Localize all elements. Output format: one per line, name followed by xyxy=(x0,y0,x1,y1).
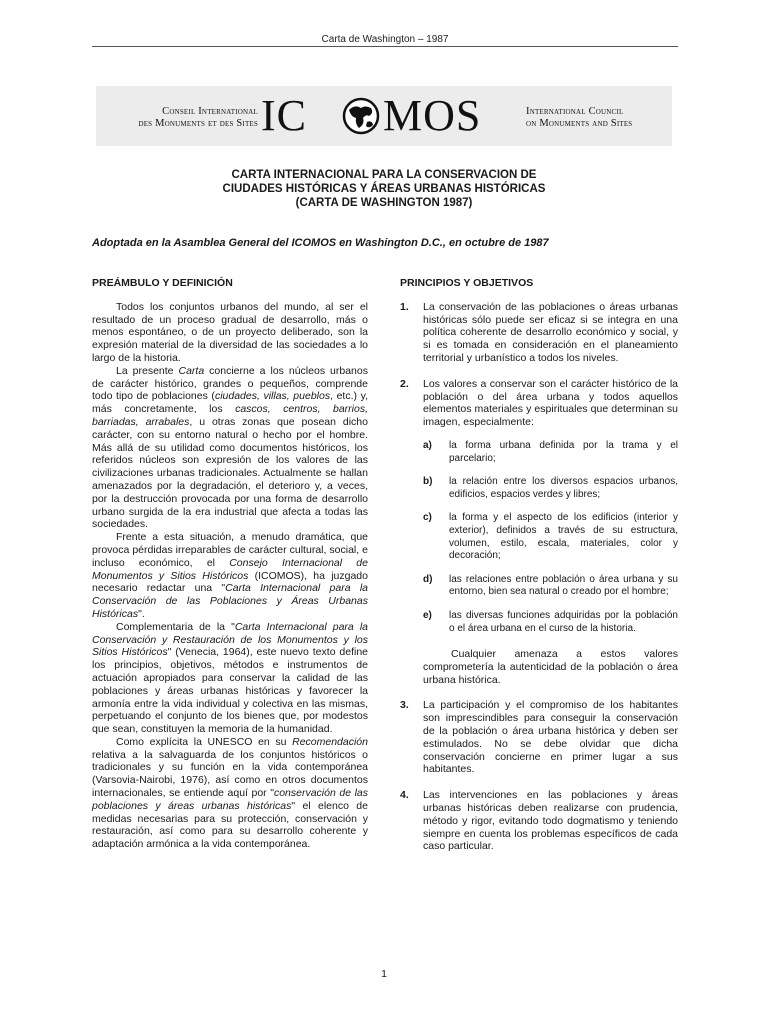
document-title xyxy=(96,168,672,210)
subitem-text: las diversas funciones adquiridas por la población o el área urbana en el curso de la historia. xyxy=(449,609,678,634)
logo-french-line-2: des Monuments et des Sites xyxy=(138,118,258,129)
principle-item xyxy=(400,699,678,776)
principle-text: La conservación de las poblaciones o áreas urbanas históricas sólo puede ser eficaz si se integra en una política coherente de desarrollo económico y social, y si es tomada en consideración en el planeamiento territorial y urbanístico a todos los niveles. xyxy=(423,300,678,364)
logo-french-line-1: Conseil International xyxy=(162,106,258,117)
principle-item xyxy=(400,378,678,687)
subitem-text: las relaciones entre población o área urbana y su entorno, bien sea natural o creado por el hombre; xyxy=(449,573,678,598)
principles-column xyxy=(400,277,678,853)
preamble-heading: PREÁMBULO Y DEFINICIÓN xyxy=(92,277,233,289)
logo-english-name xyxy=(526,106,676,130)
wordmark-part-ic: IC xyxy=(261,91,307,140)
subitem-letter: c) xyxy=(423,512,432,524)
subitem-letter: e) xyxy=(423,609,432,621)
logo-english-line-1: International Council xyxy=(526,106,624,117)
preamble-paragraph-2: La presente Carta concierne a los núcleos urbanos de carácter histórico, grandes o pequeños, comprende todo tipo de poblaciones (ciudades, villas, pueblos, etc.) y, más concretamente, los cascos, centros, barrios, barriadas, arrabales, u otras zonas que posean dicho carácter, con su entorno natural o hecho por el hombre. Más allá de su utilidad como documentos históricos, los referidos núcleos son expresión de los valores de las civilizaciones urbanas tradicionales. Actualmente se hallan amenazados por la degradación, el deterioro y, a veces, por la destrucción provocada por una forma de desarrollo urbano surgida de la era industrial que afecta a todas las sociedades. xyxy=(92,364,368,531)
title-line-2: CIUDADES HISTÓRICAS Y ÁREAS URBANAS HISTÓRICAS xyxy=(222,183,546,195)
subitem-letter: b) xyxy=(423,476,433,488)
title-line-1: CARTA INTERNACIONAL PARA LA CONSERVACION DE xyxy=(231,169,537,181)
principles-heading: PRINCIPIOS Y OBJETIVOS xyxy=(400,277,534,289)
logo-english-line-2: on Monuments and Sites xyxy=(526,118,633,129)
title-line-3: (CARTA DE WASHINGTON 1987) xyxy=(295,197,473,209)
subitem-text: la relación entre los diversos espacios urbanos, edificios, espacios verdes y libres; xyxy=(449,476,678,500)
principle-number: 3. xyxy=(400,699,409,712)
preamble-paragraph-1: Todos los conjuntos urbanos del mundo, al ser el resultado de un proceso gradual de desarrollo, más o menos espontáneo, o de un proyecto deliberado, son la expresión material de la diversidad de las sociedades a lo largo de la historia. xyxy=(92,300,368,364)
page-number: 1 xyxy=(381,968,387,980)
principle-number: 2. xyxy=(400,377,409,390)
preamble-column xyxy=(92,277,368,851)
header-rule xyxy=(92,46,678,47)
principle-text: Los valores a conservar son el carácter histórico de la población o del área urbana y todos aquellos elementos materiales y espirituales que determinan su imagen, especialmente: xyxy=(423,377,678,429)
principle-number: 1. xyxy=(400,300,409,313)
wordmark-part-mos: MOS xyxy=(383,91,482,140)
principle-item xyxy=(400,789,678,853)
subitem xyxy=(423,512,678,562)
running-header: Carta de Washington – 1987 xyxy=(321,34,449,45)
subitem-text: la forma y el aspecto de los edificios (interior y exterior), definidos a través de su estructura, volumen, estilo, escala, materiales, color y decoración; xyxy=(449,512,678,562)
subitem-letter: d) xyxy=(423,573,433,585)
subitem-text: la forma urbana definida por la trama y el parcelario; xyxy=(449,439,678,464)
preamble-paragraph-4: Complementaria de la "Carta Internacional para la Conservación y Restauración de los Monumentos y los Sitios Históricos" (Venecia, 1964), este nuevo texto define los principios, objetivos, métodos e instrumentos de actuación apropiados para conservar la calidad de las poblaciones y áreas urbanas históricas y favorecer la armonía entre la vida individual y colectiva en las mismas, perpetuando el conjunto de los bienes que, por modestos que sean, constituyen la memoria de la humanidad. xyxy=(92,620,369,736)
principle-text: La participación y el compromiso de los habitantes son imprescindibles para conseguir la conservación de la población o área urbana histórica y deben ser estimulados. No se debe olvidar que dicha conservación concierne en primer lugar a sus habitantes. xyxy=(423,699,678,776)
subitem xyxy=(423,476,678,501)
principle-item xyxy=(400,301,678,365)
principle-subitems xyxy=(423,440,678,635)
preamble-paragraph-5: Como explícita la UNESCO en su Recomendación relativa a la salvaguarda de los conjuntos históricos o tradicionales y su función en la vida contemporánea (Varsovia-Nairobi, 1976), así como en otros documentos internacionales, se entiende aquí por "conservación de las poblaciones y áreas urbanas históricas" el elenco de medidas necesarias para su protección, conservación y restauración, así como para su desarrollo coherente y adaptación armónica a la vida contemporánea. xyxy=(92,735,368,851)
preamble-paragraph-3: Frente a esta situación, a menudo dramática, que provoca pérdidas irreparables de carácter cultural, social, e incluso económico, el Consejo Internacional de Monumentos y Sitios Históricos (ICOMOS), ha juzgado necesario redactar una "Carta Internacional para la Conservación de las Poblaciones y Áreas Urbanas Históricas". xyxy=(92,531,368,620)
icomos-logo-banner xyxy=(96,86,672,146)
threat-paragraph: Cualquier amenaza a estos valores comprometería la autenticidad de la población o área urbana histórica. xyxy=(423,648,678,686)
subitem-letter: a) xyxy=(423,439,432,451)
subitem xyxy=(423,574,678,599)
principle-text: Las intervenciones en las poblaciones y áreas urbanas históricas deben realizarse con prudencia, método y rigor, evitando todo dogmatismo y teniendo siempre en cuenta los problemas específicos de cada caso particular. xyxy=(423,789,678,853)
adoption-statement: Adoptada en la Asamblea General del ICOMOS en Washington D.C., en octubre de 1987 xyxy=(92,237,549,249)
globe-icon xyxy=(341,96,381,136)
subitem xyxy=(423,440,678,465)
principle-number: 4. xyxy=(400,789,409,802)
icomos-wordmark xyxy=(261,91,523,140)
logo-french-name xyxy=(108,106,258,130)
subitem xyxy=(423,610,678,635)
